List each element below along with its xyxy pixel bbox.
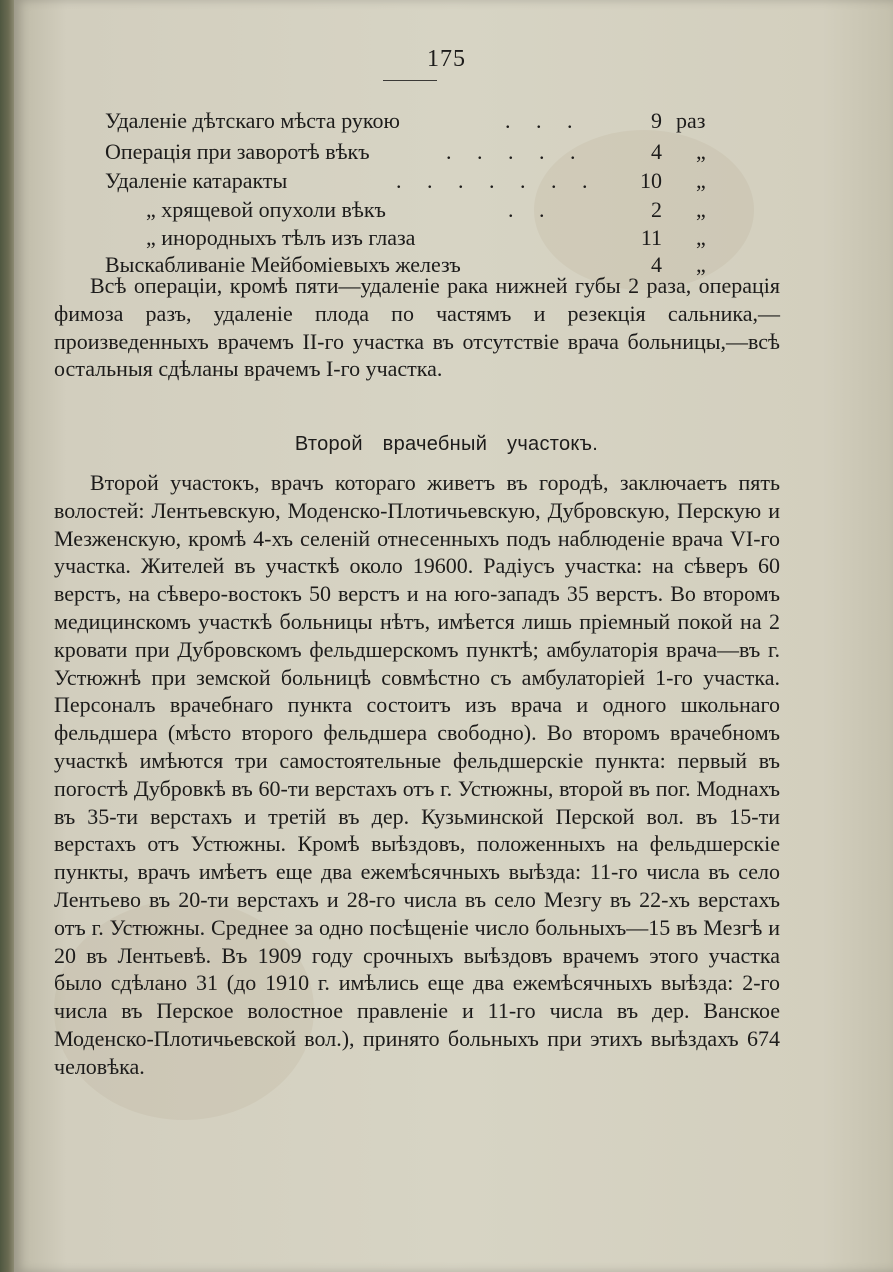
procedure-count: 4 <box>651 252 662 277</box>
dot-leader: . . . . . . . <box>396 168 598 193</box>
procedure-unit: „ <box>696 168 706 193</box>
procedure-label: „ хрящевой опухоли вѣкъ <box>146 197 386 222</box>
procedure-label: Выскабливаніе Мейбоміевыхъ железъ <box>105 252 461 277</box>
procedure-count: 11 <box>640 225 662 250</box>
dot-leader: . . . <box>505 108 583 133</box>
procedure-count: 9 <box>651 108 662 133</box>
procedure-count: 4 <box>651 139 662 164</box>
procedure-unit: „ <box>696 225 706 250</box>
procedure-row <box>0 168 893 198</box>
procedure-label: Удаленіе дѣтскаго мѣста рукою <box>105 108 400 133</box>
procedure-unit: раз <box>676 108 706 133</box>
dot-leader: . . . . . <box>446 139 586 164</box>
procedure-row <box>0 225 893 255</box>
second-district-paragraph: Второй участокъ, врачъ котораго живетъ въ городѣ, заключаетъ пять волостей: Лентьевскую, Моденско-Плотичьевскую, Дубровскую, Перскую и Мезженскую, кромѣ 4-хъ селеній отнесенныхъ подъ наблюденіе врача VI-го участка. Жителей въ участкѣ около 19600. Радіусъ участка: на сѣверъ 60 верстъ, на сѣверо-востокъ 50 верстъ и на юго-западъ 35 верстъ. Во второмъ медицинскомъ участкѣ больницы нѣтъ, имѣется лишь пріемный покой на 2 кровати при Дубровскомъ фельдшерскомъ пунктѣ; амбулаторія врача—въ г. Устюжнѣ при земской больницѣ совмѣстно съ амбулаторіей 1-го участка. Персоналъ врачебнаго пункта состоитъ изъ врача и одного школьнаго фельдшера (мѣсто второго фельдшера свободно). Во второмъ врачебномъ участкѣ имѣются три самостоятельные фельдшерскіе пункта: первый въ погостѣ Дубровкѣ въ 60-ти верстахъ отъ г. Устюжны, второй въ пог. Моднахъ въ 35-ти верстахъ и третій въ дер. Кузьминской Перской вол. въ 15-ти верстахъ отъ Устюжны. Кромѣ выѣздовъ, положенныхъ на фельдшерскіе пункты, врачъ имѣетъ еще два ежемѣсячныхъ выѣзда: 11-го числа въ село Лентьево въ 20-ти верстахъ и 28-го числа въ село Мезгу въ 22-хъ верстахъ отъ г. Устюжны. Среднее за одно посѣщеніе число больныхъ—15 въ Мезгѣ и 20 въ Лентьевѣ. Въ 1909 году срочныхъ выѣздовъ врачемъ этого участка было сдѣлано 31 (до 1910 г. имѣлись еще два ежемѣсячныхъ выѣзда: 2-го числа въ Перское волостное правленіе и 11-го числа въ дер. Ванское Моденско-Плотичьевской вол.), принято больныхъ при этихъ выѣздахъ 674 человѣка. <box>54 470 780 1079</box>
dot-leader: . . <box>508 197 555 222</box>
page-number: 175 <box>427 46 466 72</box>
operations-summary-paragraph: Всѣ операціи, кромѣ пяти—удаленіе рака нижней губы 2 раза, операція фимоза разъ, удаленіе плода по частямъ и резекція сальника,—произведенныхъ врачемъ II-го участка въ отсутствіе врача больницы,—всѣ остальныя сдѣланы врачемъ I-го участка. <box>54 273 780 382</box>
procedure-row <box>0 197 893 227</box>
procedure-label: „ инородныхъ тѣлъ изъ глаза <box>146 225 416 250</box>
procedure-label: Операція при заворотѣ вѣкъ <box>105 139 370 164</box>
procedure-count: 2 <box>651 197 662 222</box>
procedure-unit: „ <box>696 197 706 222</box>
procedure-row <box>0 139 893 169</box>
procedure-unit: „ <box>696 252 706 277</box>
procedure-row <box>0 108 893 138</box>
procedure-label: Удаленіе катаракты <box>105 168 288 193</box>
procedure-count-list <box>0 0 893 280</box>
procedure-count: 10 <box>640 168 662 193</box>
section-heading: Второй врачебный участокъ. <box>294 433 599 455</box>
procedure-unit: „ <box>696 139 706 164</box>
